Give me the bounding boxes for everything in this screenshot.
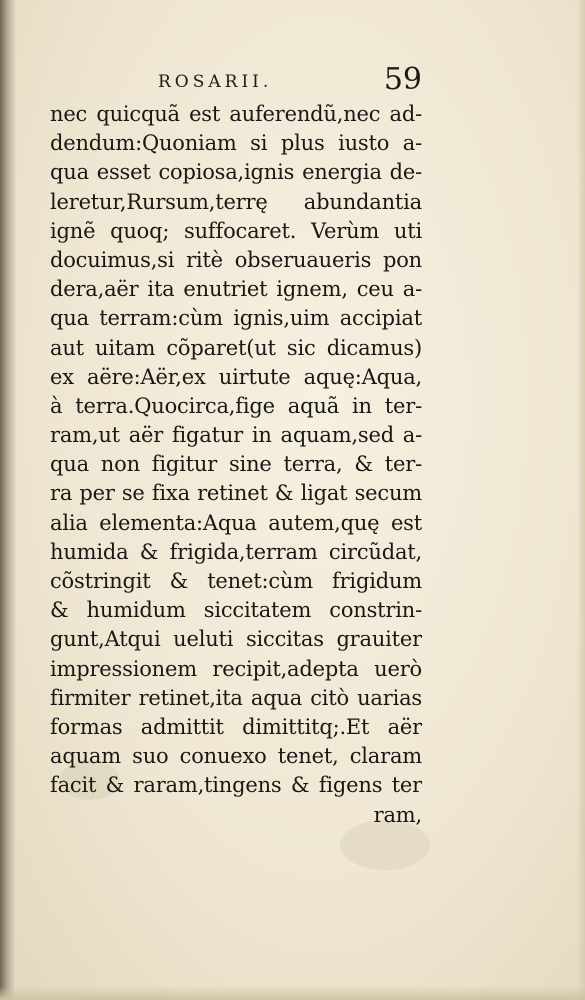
text-line: ra per se fixa retinet & ligat secum — [50, 481, 422, 506]
text-line: formas admittit dimittitq;.Et aër — [50, 714, 422, 739]
text-line: dendum:Quoniam si plus iusto a- — [50, 131, 422, 156]
text-line: ex aëre:Aër,ex uirtute aquę:Aqua, — [50, 364, 422, 389]
text-line: impressionem recipit,adepta uerò — [50, 656, 422, 681]
text-line: aut uitam cõparet(ut sic dicamus) — [50, 335, 422, 360]
text-line: dera,aër ita enutriet ignem, ceu a- — [50, 277, 422, 302]
text-line: à terra.Quocirca,fige aquã in ter- — [50, 393, 422, 418]
text-line: ram,ut aër figatur in aquam,sed a- — [50, 423, 422, 448]
text-line: qua non figitur sine terra, & ter- — [50, 452, 422, 477]
page-number: 59 — [383, 62, 422, 97]
text-line: & humidum siccitatem constrin- — [50, 598, 422, 623]
text-line: docuimus,si ritè obseruaueris pon — [50, 247, 422, 272]
page-bottom-edge — [0, 986, 585, 1000]
text-line: facit & raram,tingens & figens ter — [50, 773, 422, 798]
text-line: gunt,Atqui ueluti siccitas grauiter — [50, 627, 422, 652]
body-text — [50, 100, 422, 830]
page-header — [62, 62, 422, 100]
text-line: humida & frigida,terram circũdat, — [50, 539, 422, 564]
binding-edge — [0, 0, 16, 1000]
text-line: alia elementa:Aqua autem,quę est — [50, 510, 422, 535]
text-line: leretur,Rursum,terrę abundantia — [50, 189, 422, 214]
text-line: ignẽ quoq; suffocaret. Verùm uti — [50, 218, 422, 243]
text-line: nec quicquã est auferendũ,nec ad- — [50, 102, 422, 126]
page-right-edge — [577, 0, 585, 1000]
text-line: firmiter retinet,ita aqua citò uarias — [50, 685, 422, 710]
text-line: qua terram:cùm ignis,uim accipiat — [50, 306, 422, 331]
text-line: cõstringit & tenet:cùm frigidum — [50, 569, 422, 593]
text-line: qua esset copiosa,ignis energia de- — [50, 160, 422, 185]
text-line: aquam suo conuexo tenet, claram — [50, 744, 422, 769]
text-line: ram, — [373, 802, 422, 827]
running-head: ROSARII. — [158, 72, 273, 92]
